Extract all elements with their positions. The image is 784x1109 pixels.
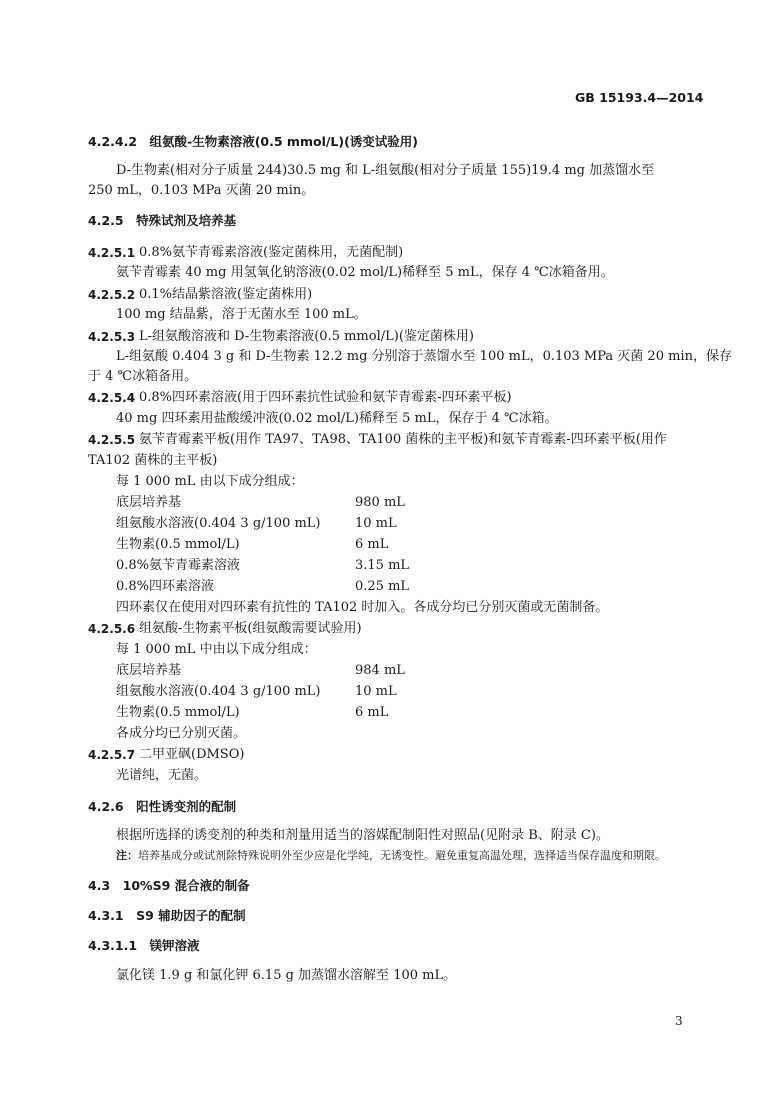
note-text: 培养基成分或试剂除特殊说明外至少应是化学纯，无诱变性。避免重复高温处理，选择适当保存温度和期限。: [138, 849, 666, 862]
clause-title: 二甲亚砜(DMSO): [139, 747, 245, 762]
ingredient-amount: 980 mL: [355, 495, 405, 510]
note-label: 注：: [116, 849, 138, 862]
ingredient-name: 底层培养基: [116, 495, 182, 510]
section-heading-4-2-6: 4.2.6 阳性诱变剂的配制: [88, 799, 237, 814]
clause-number: 4.2.5.2: [88, 288, 136, 302]
ingredient-amount: 6 mL: [355, 705, 389, 720]
ingredient-name: 组氨酸水溶液(0.404 3 g/100 mL): [116, 516, 321, 531]
ingredient-amount: 10 mL: [355, 516, 397, 531]
paragraph-line: 40 mg 四环素用盐酸缓冲液(0.02 mol/L)稀释至 5 mL，保存于 4 ℃冰箱。: [116, 411, 558, 426]
paragraph-line: 每 1 000 mL 由以下成分组成：: [116, 474, 304, 489]
paragraph-line: 各成分均已分别灭菌。: [116, 726, 247, 741]
ingredient-amount: 10 mL: [355, 684, 397, 699]
ingredient-amount: 0.25 mL: [355, 579, 410, 594]
paragraph-line: 四环素仅在使用对四环素有抗性的 TA102 时加入。各成分均已分别灭菌或无菌制备。: [116, 600, 609, 615]
clause-title: 氨苄青霉素平板(用作 TA97、TA98、TA100 菌株的主平板)和氨苄青霉素-四环素平板(用作: [139, 432, 667, 447]
page-number: 3: [675, 1014, 683, 1028]
paragraph-line: 每 1 000 mL 中由以下成分组成：: [116, 642, 317, 657]
section-heading-4-3: 4.3 10%S9 混合液的制备: [88, 878, 250, 893]
ingredient-name: 0.8%氨苄青霉素溶液: [116, 558, 241, 573]
clause-title: TA102 菌株的主平板): [88, 453, 218, 468]
standard-number: GB 15193.4—2014: [575, 90, 704, 105]
paragraph-line: 光谱纯，无菌。: [116, 768, 208, 783]
clause-number: 4.2.5.3: [88, 330, 136, 344]
section-heading-4-3-1: 4.3.1 S9 辅助因子的配制: [88, 908, 246, 923]
clause-title: L-组氨酸溶液和 D-生物素溶液(0.5 mmol/L)(鉴定菌株用): [139, 329, 474, 344]
ingredient-amount: 6 mL: [355, 537, 389, 552]
paragraph-line: 于 4 ℃冰箱备用。: [88, 369, 198, 384]
paragraph-line: L-组氨酸 0.404 3 g 和 D-生物素 12.2 mg 分别溶于蒸馏水至 100 mL，0.103 MPa 灭菌 20 min，保存: [116, 349, 732, 364]
clause-title: 0.8%四环素溶液(用于四环素抗性试验和氨苄青霉素-四环素平板): [139, 390, 512, 405]
paragraph-line: 250 mL，0.103 MPa 灭菌 20 min。: [88, 183, 315, 198]
note: [116, 847, 666, 865]
ingredient-amount: 3.15 mL: [355, 558, 410, 573]
clause-title: 0.1%结晶紫溶液(鉴定菌株用): [139, 287, 313, 302]
ingredient-name: 生物素(0.5 mmol/L): [116, 537, 240, 552]
clause-number: 4.2.5.5: [88, 433, 136, 447]
clause-number: 4.2.5.7: [88, 748, 136, 762]
ingredient-name: 生物素(0.5 mmol/L): [116, 705, 240, 720]
section-heading-4-2-5: 4.2.5 特殊试剂及培养基: [88, 213, 237, 228]
paragraph-line: D-生物素(相对分子质量 244)30.5 mg 和 L-组氨酸(相对分子质量 155)19.4 mg 加蒸馏水至: [116, 163, 655, 178]
paragraph-line: 100 mg 结晶紫，溶于无菌水至 100 mL。: [116, 307, 367, 322]
clause-number: 4.2.5.1: [88, 246, 136, 260]
clause-title: 组氨酸-生物素平板(组氨酸需要试验用): [139, 621, 362, 636]
paragraph-line: 根据所选择的诱变剂的种类和剂量用适当的溶媒配制阳性对照品(见附录 B、附录 C)。: [116, 828, 609, 843]
clause-title: 0.8%氨苄青霉素溶液(鉴定菌株用，无菌配制): [139, 245, 404, 260]
section-heading-4-3-1-1: 4.3.1.1 镁钾溶液: [88, 938, 200, 953]
ingredient-name: 底层培养基: [116, 663, 182, 678]
clause-number: 4.2.5.6: [88, 622, 136, 636]
paragraph-line: 氯化镁 1.9 g 和氯化钾 6.15 g 加蒸馏水溶解至 100 mL。: [116, 968, 457, 983]
section-heading-4-2-4-2: 4.2.4.2 组氨酸-生物素溶液(0.5 mmol/L)(诱变试验用): [88, 134, 419, 149]
paragraph-line: 氨苄青霉素 40 mg 用氢氧化钠溶液(0.02 mol/L)稀释至 5 mL，保存 4 ℃冰箱备用。: [116, 265, 614, 280]
ingredient-name: 组氨酸水溶液(0.404 3 g/100 mL): [116, 684, 321, 699]
clause-number: 4.2.5.4: [88, 391, 136, 405]
ingredient-amount: 984 mL: [355, 663, 405, 678]
ingredient-name: 0.8%四环素溶液: [116, 579, 215, 594]
